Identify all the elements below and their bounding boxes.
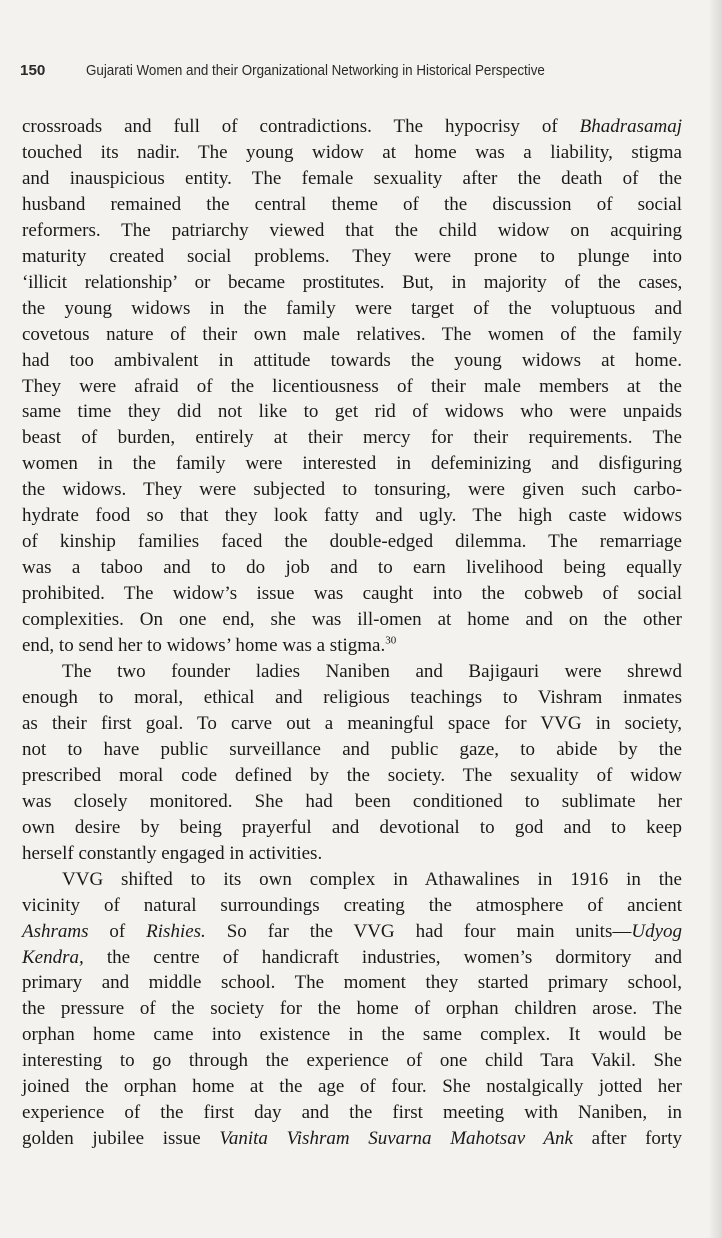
text-line: enough to moral, ethical and religious teachings to Vishram inmates [22,686,682,708]
text-line: primary and middle school. The moment they started primary school, [22,972,682,994]
text-line: herself constantly engaged in activities. [22,842,323,864]
text-line: They were afraid of the licentiousness of their male members at the [22,375,682,397]
text-line: touched its nadir. The young widow at home was a liability, stigma [22,141,682,163]
text-line: maturity created social problems. They were prone to plunge into [22,245,682,267]
text-line: was a taboo and to do job and to earn livelihood being equally [22,557,682,579]
text-line: husband remained the central theme of the discussion of social [22,193,682,215]
footnote-reference: 30 [385,634,397,647]
paragraph-2 [22,659,682,867]
text-segment: the centre of handicraft industries, women’s dormitory and [83,946,682,968]
text-segment: crossroads and full of contradictions. The hypocrisy of [22,116,580,137]
text-line [22,633,682,659]
text-line [22,945,682,971]
italic-title: Vanita Vishram Suvarna Mahotsav Ank [219,1128,573,1150]
text-line: experience of the first day and the first meeting with Naniben, in [22,1102,682,1124]
italic-term: Ashrams [22,920,89,942]
running-title: Gujarati Women and their Organizational Networking in Historical Perspective [86,62,545,79]
text-line: vicinity of natural surroundings creating the atmosphere of ancient [22,894,682,916]
text-line: hydrate food so that they look fatty and ugly. The high caste widows [22,505,682,527]
text-line: same time they did not like to get rid of widows who were unpaids [22,401,682,423]
text-segment: of [88,920,147,942]
text-line [22,1126,682,1152]
text-line: beast of burden, entirely at their mercy for their requirements. The [22,427,682,449]
paragraph-1 [22,114,682,659]
text-line: ‘illicit relationship’ or became prostitutes. But, in majority of the cases, [22,271,682,293]
text-segment: golden jubilee issue [22,1128,220,1150]
text-line: orphan home came into existence in the same complex. It would be [22,1024,682,1046]
text-line: the young widows in the family were target of the voluptuous and [22,297,682,319]
text-line [22,114,682,140]
text-line [22,919,682,945]
text-line: interesting to go through the experience of one child Tara Vakil. She [22,1050,682,1072]
text-line: prescribed moral code defined by the society. The sexuality of widow [22,764,682,786]
body-text [22,114,682,1152]
text-line: had too ambivalent in attitude towards the young widows at home. [22,349,682,371]
italic-term: Rishies. [146,920,206,942]
italic-term: Bhadrasamaj [579,116,682,137]
text-segment: end, to send her to widows’ home was a stigma. [22,635,386,657]
text-line: was closely monitored. She had been conditioned to sublimate her [22,790,682,812]
page-number: 150 [20,62,46,79]
italic-term: Udyog [631,920,682,942]
paragraph-3 [22,867,682,1152]
page-edge-shadow [708,0,722,1238]
text-line: reformers. The patriarchy viewed that the child widow on acquiring [22,219,682,241]
page-header [20,62,680,79]
text-line: prohibited. The widow’s issue was caught into the cobweb of social [22,583,682,605]
text-line: as their first goal. To carve out a meaningful space for VVG in society, [22,712,682,734]
text-line: covetous nature of their own male relatives. The women of the family [22,323,682,345]
text-line: and inauspicious entity. The female sexuality after the death of the [22,167,682,189]
text-line: complexities. On one end, she was ill-omen at home and on the other [22,609,682,631]
text-segment: So far the VVG had four main units— [205,920,632,942]
text-line: VVG shifted to its own complex in Athawalines in 1916 in the [62,868,682,890]
text-line: women in the family were interested in defeminizing and disfiguring [22,453,682,475]
text-line: The two founder ladies Naniben and Bajigauri were shrewd [62,661,682,683]
text-line: own desire by being prayerful and devotional to god and to keep [22,816,682,838]
text-line: not to have public surveillance and public gaze, to abide by the [22,738,682,760]
text-line: the widows. They were subjected to tonsuring, were given such carbo- [22,479,682,501]
text-line: of kinship families faced the double-edged dilemma. The remarriage [22,531,682,553]
italic-term: Kendra, [22,946,84,968]
text-segment: after forty [572,1128,683,1150]
text-line: the pressure of the society for the home of orphan children arose. The [22,998,682,1020]
text-line: joined the orphan home at the age of four. She nostalgically jotted her [22,1076,682,1098]
